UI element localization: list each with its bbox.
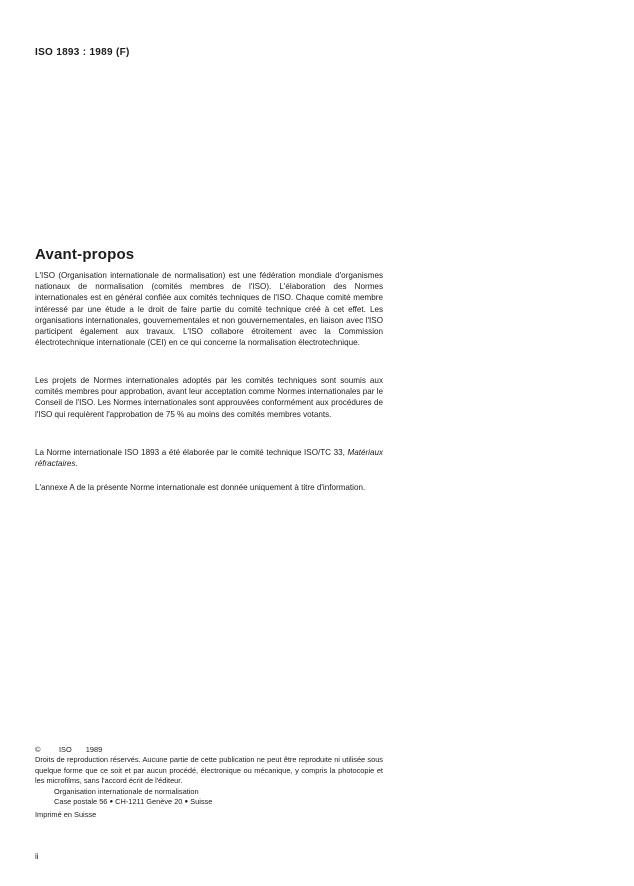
paragraph-approval-process: Les projets de Normes internationales adoptés par les comités techniques sont soumis aux comités membres pour approbation, avant leur acceptation comme Normes internationales par le Conseil de l'ISO. Les Normes internationales sont approuvées conformément aux procédures de l'ISO qui requièrent l'approbation de 75 % au moins des comités membres votants. xyxy=(35,376,383,419)
committee-name: Matériaux réfractaires. xyxy=(35,448,383,469)
page-number: ii xyxy=(35,852,39,861)
organization-name: Organisation internationale de normalisation xyxy=(54,786,199,796)
copyright-icon: © xyxy=(35,745,41,754)
address-country: Suisse xyxy=(190,797,213,807)
committee-text: La Norme internationale ISO 1893 a été élaborée par le comité technique ISO/TC 33, xyxy=(35,448,345,457)
document-reference: ISO 1893 : 1989 (F) xyxy=(35,47,130,58)
bullet-icon: ● xyxy=(184,799,189,806)
copyright-year: 1989 xyxy=(85,745,103,754)
printed-in: Imprimé en Suisse xyxy=(35,810,97,820)
copyright-block xyxy=(35,745,383,828)
address-postbox: Case postale 56 xyxy=(54,797,108,807)
copyright-org: ISO xyxy=(59,745,72,754)
rights-notice: Droits de reproduction réservés. Aucune partie de cette publication ne peut être reproduite ni utilisée sous quelque forme que ce soit et par aucun procédé, électronique ou mécanique, y compris la photocopie et les microfilms, sans l'accord écrit de l'éditeur. xyxy=(35,755,383,786)
paragraph-iso-description: L'ISO (Organisation internationale de normalisation) est une fédération mondiale d'organismes nationaux de normalisation (comités membres de l'ISO). L'élaboration des Normes internationales est en général confiée aux comités techniques de l'ISO. Chaque comité membre intéressé par une étude a le droit de faire partie du comité technique créé à cet effet. Les organisations internationales, gouvernementales et non gouvernementales, en liaison avec l'ISO participent également aux travaux. L'ISO collabore étroitement avec la Commission électrotechnique internationale (CEI) en ce qui concerne la normalisation électrotechnique. xyxy=(35,271,383,348)
bullet-icon: ● xyxy=(109,799,114,806)
copyright-line xyxy=(35,745,383,755)
organization-address xyxy=(35,797,383,807)
section-title: Avant-propos xyxy=(35,246,135,263)
paragraph-annex: L'annexe A de la présente Norme internationale est donnée uniquement à titre d'information. xyxy=(35,483,366,492)
address-city: CH-1211 Genève 20 xyxy=(115,797,183,807)
paragraph-committee xyxy=(35,447,383,469)
